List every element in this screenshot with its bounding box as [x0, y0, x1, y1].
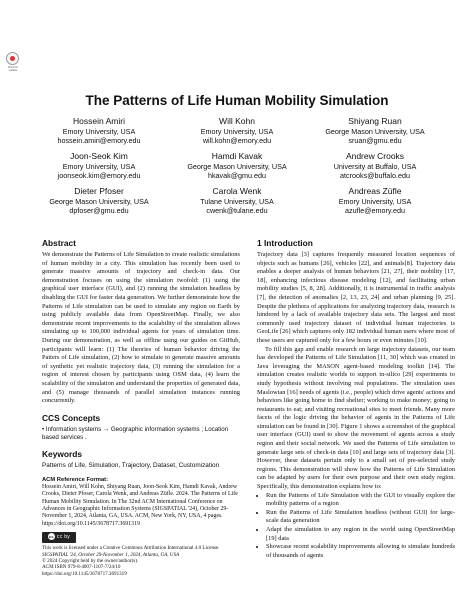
author-affiliation: Emory University, USA [200, 127, 274, 136]
list-item: • Adapt the simulation to any region in the world using OpenStreetMap [19] data [266, 526, 455, 543]
author-name: Shiyang Ruan [348, 116, 402, 126]
author [30, 151, 168, 180]
right-column [257, 238, 455, 560]
left-column [42, 238, 240, 577]
author-affiliation: George Mason University, USA [187, 162, 287, 171]
author [168, 186, 306, 215]
author-affiliation: Tulane University, USA [200, 197, 274, 206]
author-block [30, 116, 444, 215]
list-item: • Run the Patterns of Life Simulation with the GUI to visually explore the mobility patterns of a region [266, 492, 455, 509]
acm-reference-heading: ACM Reference Format: [42, 476, 109, 483]
author-name: Dieter Pfoser [74, 186, 124, 196]
author-name: Hossein Amiri [73, 116, 125, 126]
author [168, 116, 306, 145]
check-for-updates-icon [6, 52, 19, 65]
list-item: • Run the Patterns of Life Simulation headless (without GUI) for large-scale data generation [266, 509, 455, 526]
author-name: Will Kohn [219, 116, 255, 126]
cc-by-icon[interactable]: cc cc by [42, 532, 76, 543]
acm-reference-text: Hossein Amiri, Will Kohn, Shiyang Ruan, Joon-Seok Kim, Hamdi Kavak, Andrew Crooks, Dieter Pfoser, Carola Wenk, and Andreas Züfle. 2024. The Patterns of Life Human Mobility Simulation. In The 32nd ACM International Conference on Advances in Geographic Information Systems (SIGSPATIAL '24), October 29-November 1, 2024, Atlanta, GA, USA. ACM, New York, NY, USA, 4 pages. https://doi.org/10.1145/3678717.3691319 [42, 483, 238, 527]
author [30, 186, 168, 215]
author-affiliation: George Mason University, USA [325, 127, 425, 136]
author-email[interactable]: dpfoser@gmu.edu [69, 206, 129, 215]
author-affiliation: Emory University, USA [62, 127, 136, 136]
author-affiliation: University at Buffalo, USA [333, 162, 417, 171]
author-email[interactable]: will.kohn@emory.edu [202, 136, 272, 145]
author-email[interactable]: hossein.amiri@emory.edu [57, 136, 141, 145]
author-name: Joon-Seok Kim [70, 151, 128, 161]
keywords-heading: Keywords [42, 449, 83, 460]
author-name: Andreas Züfle [348, 186, 402, 196]
license-line: ACM ISBN 979-8-4007-1107-7/24/10 [42, 564, 121, 571]
author [306, 116, 444, 145]
author [168, 151, 306, 180]
author-email[interactable]: sruan@gmu.edu [348, 136, 402, 145]
author-email[interactable]: joonseok.kim@emory.edu [57, 171, 141, 180]
author [306, 186, 444, 215]
introduction-heading: 1 Introduction [257, 238, 313, 248]
license-line: SIGSPATIAL '24, October 29-November 1, 2024, Atlanta, GA, USA [42, 551, 180, 558]
license-badge-row [42, 532, 240, 543]
abstract-text: We demonstrate the Patterns of Life Simulation to create realistic simulations of human mobility in a city. This simulation has recently been used to generate massive amounts of trajectory and check-in data. Our demonstration focuses on using the simulation twofold: (1) using the graphical user interface (GUI), and (2) running the simulation headless by disabling the GUI for faster data generation. We further demonstrate how the Patterns of Life simulation can be used to simulate any region on Earth by using publicly available data from OpenStreetMap. Finally, we also demonstrate recent improvements to the scalability of the simulation allows simulating up to 100,000 individual agents for years of simulation time. During our demonstration, as well as offline using our guides on GitHub, participants will learn: (1) The theories of human behavior driving the Patters of Life simulation, (2) how to simulate to generate massive amounts of synthetic yet realistic trajectory data, (3) running the simulation for a region of interest chosen by participants using OSM data, (4) learn the scalability of the simulation and understand the properties of generated data, and (5) manage thousands of parallel simulation instances running concurrently. [42, 251, 240, 405]
author-affiliation: Emory University, USA [338, 197, 412, 206]
author-affiliation: Emory University, USA [62, 162, 136, 171]
paper-title: The Patterns of Life Human Mobility Simulation [85, 93, 389, 108]
ccs-text[interactable]: • Information systems → Geographic information systems ; Location based services . [42, 425, 229, 441]
check-for-updates-badge[interactable] [5, 52, 21, 74]
author [306, 151, 444, 180]
intro-paragraph: Trajectory data [3] captures frequently measured location sequences of objects such as humans [26], vehicles [22], and animals[8]. Trajectory data enables a deeper analysis of human behaviors [21, 27], their mobility [17, 18], enhancing infectious disease modeling [12], and facilitating urban mobility studies [5, 8, 28]. Additionally, it is instrumental in traffic analysis [7], the detection of anomalies [2, 13, 23, 24] and urban planning [9, 25]. Despite the plethora of applications for analyzing trajectory data, research is hindered by a lack of available trajectory data sets. The largest and most commonly used trajectory dataset of individual human trajectories is GeoLife [26] which captures only 182 individual human users where most of these users are captured only for a few hours or even minutes [10]. [257, 251, 455, 344]
author-affiliation: George Mason University, USA [49, 197, 149, 206]
author-email[interactable]: azufle@emory.edu [345, 206, 405, 215]
list-item: • Showcase recent scalability improvements allowing to simulate hundreds of thousands of agents [266, 543, 455, 560]
check-for-updates-caption: Check for updates [7, 66, 19, 72]
keywords-text: Patterns of Life, Simulation, Trajectory, Dataset, Customization [42, 462, 220, 470]
demo-list [257, 492, 455, 561]
author [30, 116, 168, 145]
author-name: Andrew Crooks [345, 151, 405, 161]
license-line: This work is licensed under a Creative Commons Attribution International 4.0 License. [42, 545, 220, 552]
author-email[interactable]: atcrooks@buffalo.edu [340, 171, 410, 180]
author-email[interactable]: hkavak@gmu.edu [207, 171, 267, 180]
ccs-heading: CCS Concepts [42, 412, 101, 423]
license-line: © 2024 Copyright held by the owner/author(s). [42, 557, 139, 564]
author-name: Hamdi Kavak [211, 151, 263, 161]
author-email[interactable]: cwenk@tulane.edu [206, 206, 268, 215]
author-name: Carola Wenk [212, 186, 262, 196]
doi-link[interactable]: https://doi.org/10.1145/3678717.3691319 [42, 570, 127, 577]
intro-paragraph: To fill this gap and enable research on large trajectory datasets, our team has developed the Patterns of Life Simulation [11, 30] which was created in Java leveraging the MASON agent-based modeling toolkit [14]. The simulation creates realistic worlds to support in-silico [29] experiments to study hypothesis without involving real populations. The simulation uses Maslowian [16] needs of agents (i.e., people) which drive agents' actions and behaviors like going home to find shelter; working to make money; going to restaurants to eat; and visiting recreational sites to meet friends. Many more facets of the logic driving the behavior of agents in the Patterns of Life simulation can be found in [30]. Figure 1 shows a screenshot of the graphical user interface (GUI) used to show the movement of agents across a study region and their social network. We used the Patterns of Life simulation to generate large sets of check-in data [10] and large sets of trajectory data [3]. However, these datasets pertain only to a small set of pre-selected study regions. This demonstration will show how the Patterns of Life Simulation can be adapted by users for their own purpose and their own study region. Specifically, this demonstration explains how to: [257, 345, 455, 491]
abstract-heading: Abstract [42, 238, 76, 248]
